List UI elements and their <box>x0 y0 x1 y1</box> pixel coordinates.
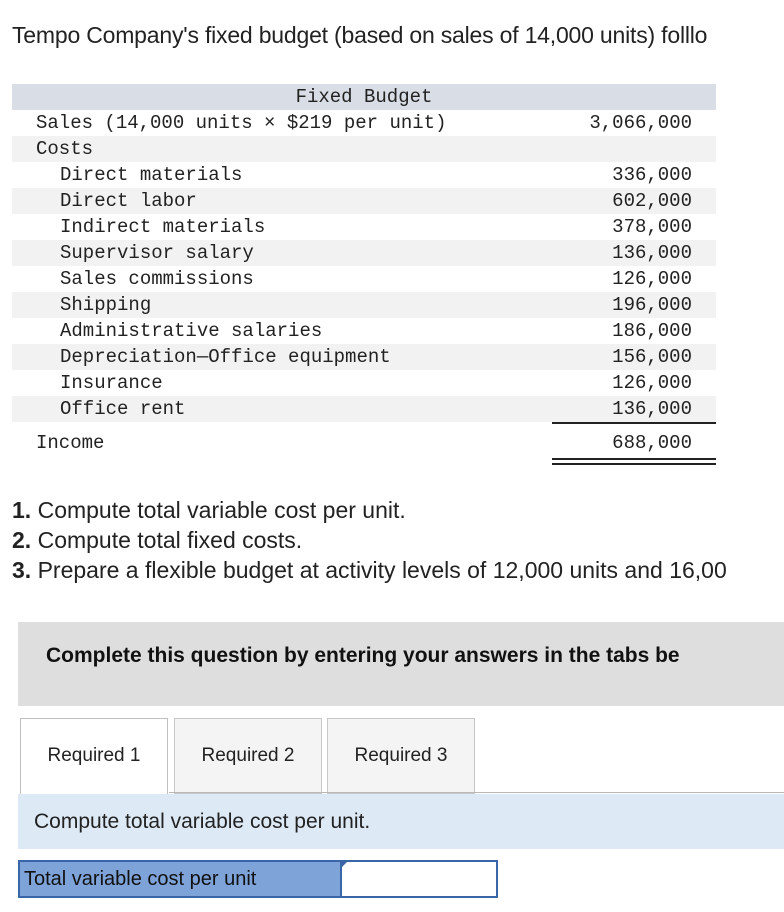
tab-required-2[interactable] <box>174 718 322 794</box>
cost-label: Indirect materials <box>60 216 266 238</box>
cost-row <box>12 318 716 344</box>
cost-row <box>12 292 716 318</box>
cost-row <box>12 370 716 396</box>
cost-label: Sales commissions <box>60 268 254 290</box>
question-text: Compute total fixed costs. <box>31 527 303 553</box>
fixed-budget-table <box>12 84 716 468</box>
cost-row <box>12 240 716 266</box>
cost-amount: 136,000 <box>612 242 692 264</box>
problem-intro-text: Tempo Company's fixed budget (based on sales of 14,000 units) folllo <box>12 22 708 48</box>
question-number: 3. <box>12 557 32 583</box>
question-number: 2. <box>12 527 32 553</box>
sales-label: Sales (14,000 units × $219 per unit) <box>36 112 447 134</box>
answer-label: Total variable cost per unit <box>18 860 344 898</box>
question-item <box>12 495 727 525</box>
question-text: Prepare a flexible budget at activity levels of 12,000 units and 16,00 <box>31 557 727 583</box>
cost-label: Administrative salaries <box>60 320 323 342</box>
total-double-rule <box>552 458 716 465</box>
cost-label: Shipping <box>60 294 152 316</box>
tab-required-1[interactable] <box>20 718 168 795</box>
cost-amount: 602,000 <box>612 190 692 212</box>
cost-label: Office rent <box>60 398 186 420</box>
cost-label: Direct materials <box>60 164 243 186</box>
cost-label: Direct labor <box>60 190 197 212</box>
subtotal-rule <box>552 422 716 424</box>
question-list <box>12 495 727 585</box>
total-rule-row <box>12 456 716 468</box>
cost-row <box>12 396 716 422</box>
question-item <box>12 555 727 585</box>
cost-amount: 196,000 <box>612 294 692 316</box>
cost-row <box>12 214 716 240</box>
cost-amount: 336,000 <box>612 164 692 186</box>
cost-amount: 126,000 <box>612 268 692 290</box>
tab-label: Required 1 <box>47 745 141 766</box>
cost-amount: 156,000 <box>612 346 692 368</box>
instruction-text: Compute total variable cost per unit. <box>34 810 371 833</box>
cost-row <box>12 266 716 292</box>
tab-required-3[interactable] <box>327 718 475 794</box>
cost-amount: 186,000 <box>612 320 692 342</box>
cost-label: Supervisor salary <box>60 242 254 264</box>
cost-amount: 136,000 <box>612 398 692 420</box>
income-row <box>12 430 716 456</box>
costs-row <box>12 136 716 162</box>
cost-label: Depreciation—Office equipment <box>60 346 391 368</box>
instruction-panel <box>18 794 784 849</box>
cost-label: Insurance <box>60 372 163 394</box>
cost-row <box>12 188 716 214</box>
question-item <box>12 525 727 555</box>
cost-row <box>12 162 716 188</box>
sales-row <box>12 110 716 136</box>
complete-question-banner <box>18 622 784 706</box>
cost-amount: 126,000 <box>612 372 692 394</box>
sales-amount: 3,066,000 <box>589 112 692 134</box>
cost-amount: 378,000 <box>612 216 692 238</box>
budget-header-row <box>12 84 716 110</box>
tab-label: Required 2 <box>201 745 295 766</box>
budget-header: Fixed Budget <box>295 86 433 108</box>
complete-question-text: Complete this question by entering your answers in the tabs be <box>46 644 680 667</box>
income-amount: 688,000 <box>612 432 692 454</box>
tab-divider <box>169 792 784 793</box>
input-flag-icon <box>340 862 347 869</box>
tab-label: Required 3 <box>354 745 448 766</box>
costs-label: Costs <box>36 138 94 160</box>
question-number: 1. <box>12 497 32 523</box>
subtotal-gap <box>12 422 716 430</box>
variable-cost-per-unit-input[interactable] <box>340 860 498 898</box>
question-text: Compute total variable cost per unit. <box>31 497 406 523</box>
cost-row <box>12 344 716 370</box>
income-label: Income <box>36 432 105 454</box>
